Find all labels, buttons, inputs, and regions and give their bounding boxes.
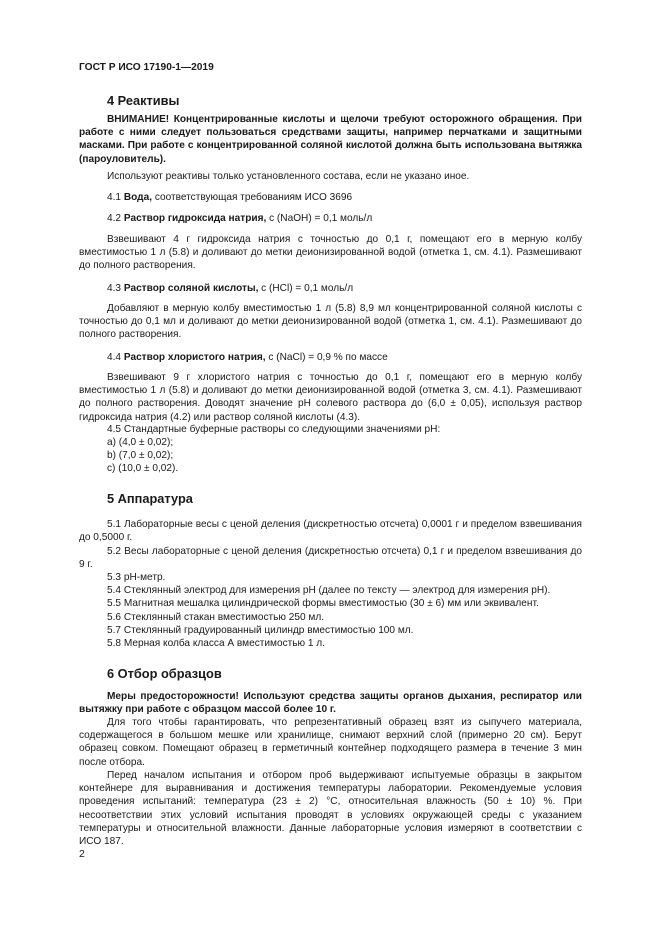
item-4-4-text: [79, 371, 582, 424]
sampling-paragraph-1: [79, 716, 582, 769]
item-4-5: 4.5 Стандартные буферные растворы со следующими значениями pH:: [107, 424, 441, 435]
warning-paragraph: [79, 113, 582, 166]
paragraph: 5.1 Лабораторные весы с ценой деления (дискретностью отсчета) 0,0001 г и пределом взвешивания до 0,5000 г.: [79, 519, 582, 544]
document-code: ГОСТ Р ИСО 17190-1—2019: [79, 62, 214, 73]
item-number: 4.4: [107, 352, 122, 363]
item-title: Раствор гидроксида натрия,: [123, 213, 267, 224]
sampling-paragraph-2: [79, 769, 582, 848]
precaution-text: Меры предосторожности! Используют средства защиты органов дыхания, респиратор или вытяжку при работе с образцом массой более 10 г.: [79, 691, 582, 716]
item-5-8: 5.8 Мерная колба класса А вместимостью 1 л.: [107, 638, 325, 649]
item-number: 4.1: [107, 192, 122, 203]
precaution-paragraph: [79, 690, 582, 716]
section-6-title: 6 Отбор образцов: [107, 666, 222, 681]
paragraph: Взвешивают 9 г хлористого натрия с точностью до 0,1 г, помещают его в мерную колбу вместимостью 1 л (5.8) и доливают до метки деионизированной водой (отметка 3, см. 4.1). Размешивают до полного растворения. Доводят значение pH солевого раствора до (6,0 ± 0,05), используя раствор гидроксида натрия (4.2) или раствор соляной кислоты (4.3).: [79, 372, 582, 423]
warning-text: ВНИМАНИЕ! Концентрированные кислоты и щелочи требуют осторожного обращения. При работе с ними следует пользоваться средствами защиты, например перчатками и защитными масками. При работе с концентрированной соляной кислотой должна быть использована вытяжка (пароуловитель).: [79, 114, 582, 165]
item-4-3: [107, 282, 353, 295]
item-4-5-a: a) (4,0 ± 0,02);: [107, 437, 174, 448]
item-spec: c (NaOH) = 0,1 моль/л: [266, 213, 373, 224]
item-number: 4.3: [107, 283, 122, 294]
item-5-6: 5.6 Стеклянный стакан вместимостью 250 мл.: [107, 612, 325, 623]
item-4-3-text: [79, 302, 582, 342]
item-title: Раствор соляной кислоты,: [123, 283, 259, 294]
item-title: Раствор хлористого натрия,: [123, 352, 266, 363]
item-5-2: [79, 545, 582, 571]
intro-text: Используют реактивы только установленного состава, если не указано иное.: [107, 171, 470, 182]
section-4-title: 4 Реактивы: [107, 93, 180, 108]
item-4-2: [107, 212, 372, 225]
section-5-title: 5 Аппаратура: [107, 491, 193, 506]
item-spec: c (NaCl) = 0,9 % по массе: [265, 352, 388, 363]
item-5-4: 5.4 Стеклянный электрод для измерения pH (далее по тексту — электрод для измерения pH).: [107, 585, 551, 596]
item-spec: соответствующая требованиям ИСО 3696: [152, 192, 353, 203]
item-5-3: 5.3 pH-метр.: [107, 572, 166, 583]
page-number: 2: [79, 848, 85, 860]
item-spec: c (HCl) = 0,1 моль/л: [258, 283, 354, 294]
paragraph: Взвешивают 4 г гидроксида натрия с точностью до 0,1 г, помещают его в мерную колбу вместимостью 1 л (5.8) и доливают до метки деионизированной водой (отметка 1, см. 4.1). Размешивают до полного растворения.: [79, 234, 582, 272]
paragraph: Перед началом испытания и отбором проб выдерживают испытуемые образцы в закрытом контейнере для выравнивания и достижения температуры лаборатории. Рекомендуемые условия проведения испытаний: температура (23 ± 2) °C, относительная влажность (50 ± 10) %. При несоответствии этих условий испытания проводят в условиях окружающей среды с указанием температуры и относительной влажности. Данные лабораторные условия измеряют в соответствии с ИСО 187.: [79, 770, 582, 848]
item-4-1: [107, 191, 352, 204]
item-4-5-c: c) (10,0 ± 0,02).: [107, 463, 179, 474]
item-4-5-b: b) (7,0 ± 0,02);: [107, 450, 174, 461]
item-5-1: [79, 518, 582, 544]
item-4-4: [107, 351, 388, 364]
item-5-7: 5.7 Стеклянный градуированный цилиндр вместимостью 100 мл.: [107, 625, 414, 636]
item-4-2-text: [79, 233, 582, 273]
item-number: 4.2: [107, 213, 122, 224]
item-5-5: 5.5 Магнитная мешалка цилиндрической формы вместимостью (30 ± 6) мм или эквивалент.: [107, 598, 539, 609]
paragraph: Добавляют в мерную колбу вместимостью 1 л (5.8) 8,9 мл концентрированной соляной кислоты с точностью до 0,1 мл и доливают до метки деионизированной водой (отметка 1, см. 4.1). Размешивают до полного растворения.: [79, 303, 582, 341]
item-title: Вода,: [123, 192, 153, 203]
paragraph: Для того чтобы гарантировать, что репрезентативный образец взят из сыпучего материала, содержащегося в большом мешке или хранилище, снимают верхний слой (примерно 20 см). Берут образец совком. Помещают образец в герметичный контейнер подходящего размера в течение 3 мин после отбора.: [79, 717, 582, 768]
paragraph: 5.2 Весы лабораторные с ценой деления (дискретностью отсчета) 0,1 г и пределом взвешивания до 9 г.: [79, 546, 582, 571]
reagents-intro: [79, 170, 582, 183]
